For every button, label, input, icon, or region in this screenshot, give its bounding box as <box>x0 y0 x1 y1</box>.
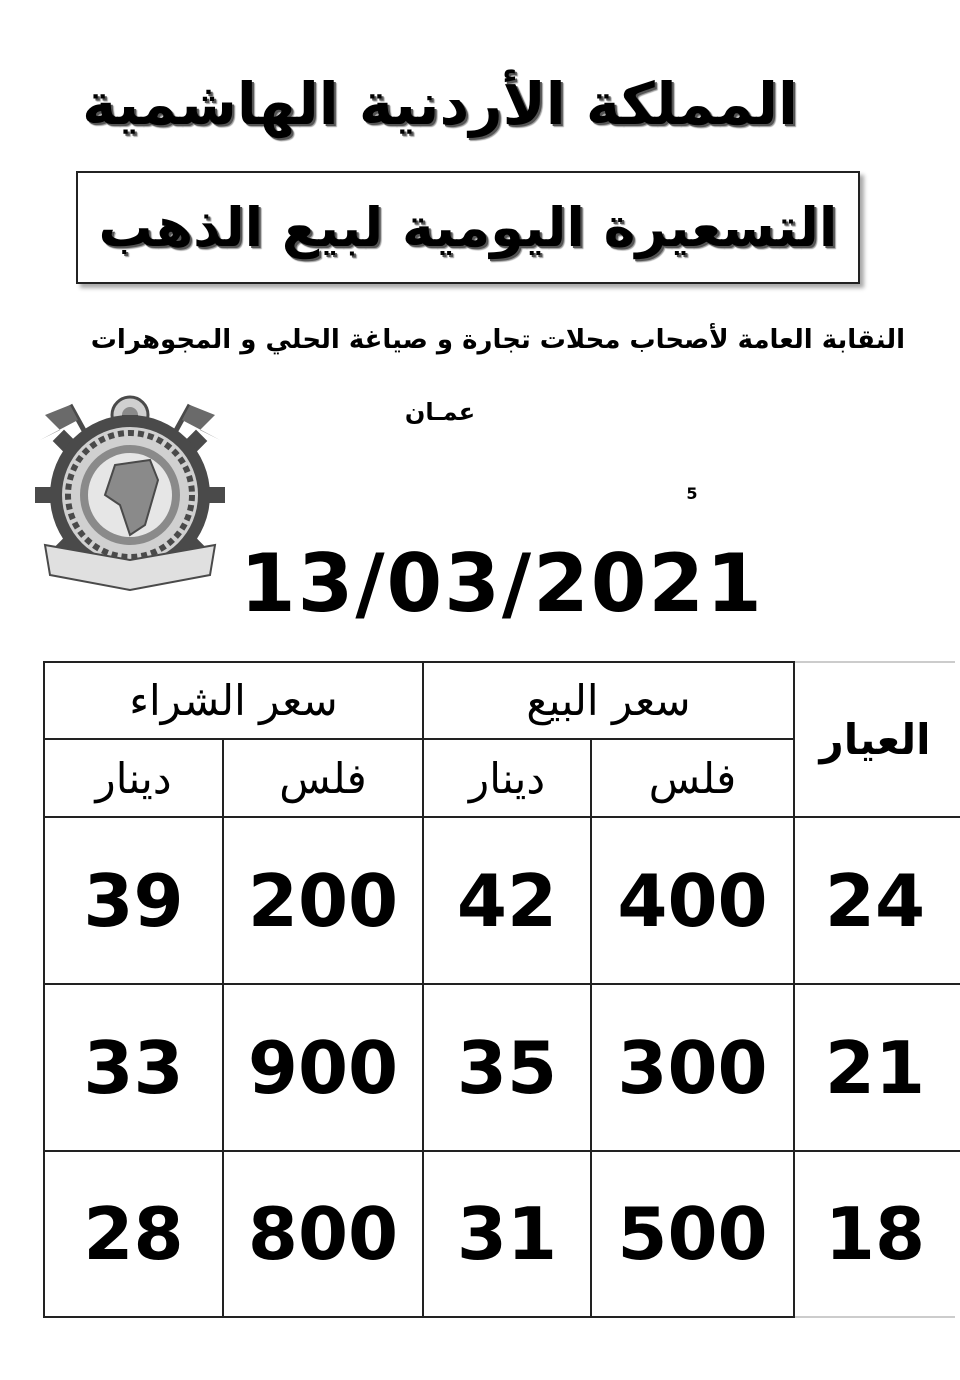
table-cell-sell-dinar: 35 <box>456 1025 558 1110</box>
table-cell-buy-fils: 900 <box>247 1025 399 1110</box>
buy-fils-header: فلس <box>279 753 367 803</box>
table-cell-sell-fils: 300 <box>617 1025 768 1110</box>
page-title: التسعيرة اليومية لبيع الذهب <box>98 196 838 259</box>
buy-dinar-header: دينار <box>95 753 172 803</box>
title-box <box>76 171 860 284</box>
table-cell-buy-fils: 800 <box>247 1192 399 1276</box>
syndicate-emblem-icon <box>30 385 230 600</box>
table-cell-karat: 21 <box>824 1025 926 1110</box>
sell-price-header: سعر البيع <box>526 676 691 725</box>
table-cell-sell-fils: 400 <box>617 858 768 943</box>
kingdom-heading: المملكة الأردنية الهاشمية <box>82 70 798 138</box>
table-cell-karat: 24 <box>824 858 926 943</box>
price-date: 13/03/2021 <box>240 537 764 630</box>
sell-fils-header: فلس <box>648 753 737 803</box>
page-marker: 5 <box>686 484 698 503</box>
karat-header: العيار <box>819 715 931 764</box>
table-cell-buy-fils: 200 <box>247 858 399 943</box>
buy-price-header: سعر الشراء <box>129 676 338 725</box>
city-name: عمـان <box>404 398 476 426</box>
table-cell-karat: 18 <box>824 1192 926 1276</box>
syndicate-name: النقابة العامة لأصحاب محلات تجارة و صياغة الحلي و المجوهرات <box>90 325 905 355</box>
sell-dinar-header: دينار <box>468 753 546 803</box>
table-cell-buy-dinar: 39 <box>83 858 184 943</box>
table-cell-buy-dinar: 28 <box>83 1192 184 1276</box>
table-cell-sell-dinar: 42 <box>456 858 558 943</box>
table-cell-sell-dinar: 31 <box>456 1192 558 1276</box>
table-cell-sell-fils: 500 <box>617 1192 768 1276</box>
table-cell-buy-dinar: 33 <box>83 1025 184 1110</box>
